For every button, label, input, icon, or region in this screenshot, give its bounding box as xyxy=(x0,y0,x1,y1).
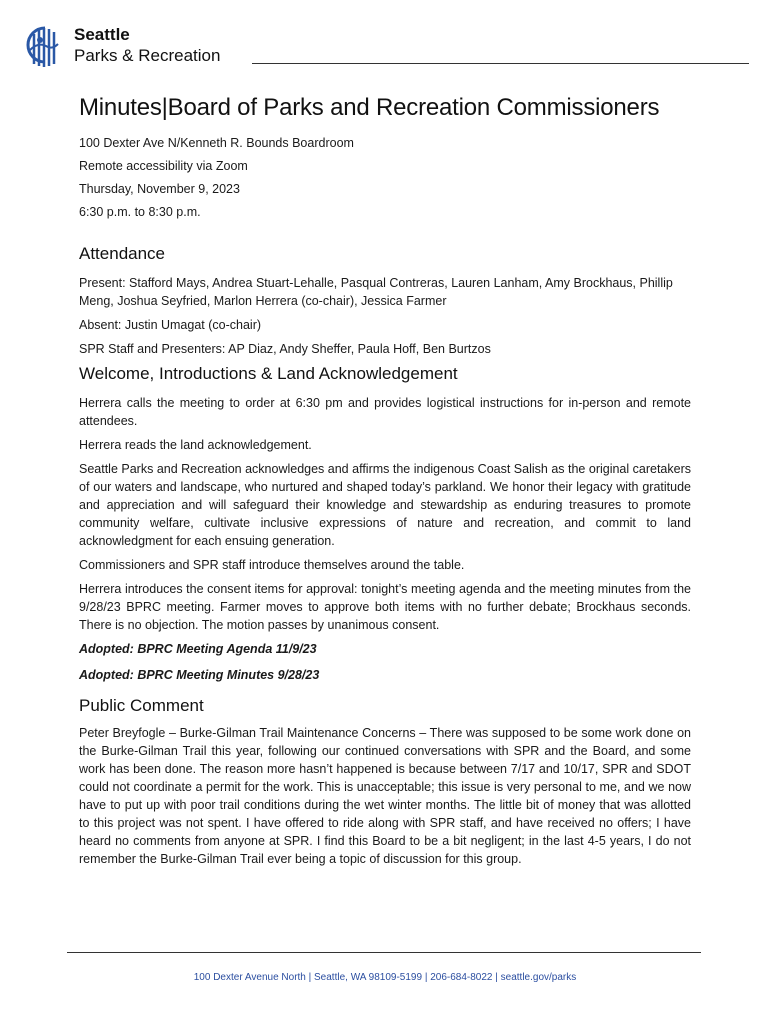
org-department: Parks & Recreation xyxy=(74,46,221,65)
public-comment-paragraph: Peter Breyfogle – Burke-Gilman Trail Maintenance Concerns – There was supposed to be some work done on the Burke-Gilman Trail this year, following our continued conversations with SPR and the Board, and some work has been done. The reason more hasn’t happened is because between 7/17 and 10/17, SPR and SDOT could not coordinate a permit for the work. This is unacceptable; this issue is very personal to me, and we now have to put up with poor trail conditions during the wet winter months. The little bit of money that was allotted to this project was not spent. I have offered to ride along with SPR staff, and have received no offers; I have heard no comments from anyone at SPR. I find this Board to be a bit negligent; in the last 4-5 years, I do not remember the Burke-Gilman Trail ever being a topic of discussion for this group. xyxy=(79,726,691,866)
welcome-paragraph: Commissioners and SPR staff introduce themselves around the table. xyxy=(79,558,465,572)
attendance-present: Present: Stafford Mays, Andrea Stuart-Lehalle, Pasqual Contreras, Lauren Lanham, Amy Brockhaus, Phillip Meng, Joshua Seyfried, Marlon Herrera (co-chair), Jessica Farmer xyxy=(79,276,673,308)
attendance-staff: SPR Staff and Presenters: AP Diaz, Andy Sheffer, Paula Hoff, Ben Burtzos xyxy=(79,342,491,356)
meeting-location: 100 Dexter Ave N/Kenneth R. Bounds Boardroom xyxy=(79,136,354,150)
document-body xyxy=(79,94,691,874)
attendance-section xyxy=(79,274,691,358)
land-acknowledgement: Seattle Parks and Recreation acknowledges and affirms the indigenous Coast Salish as the original caretakers of our waters and landscape, who nurtured and shaped today’s parkland. We honor their legacy with gratitude and appreciation and will safeguard their knowledge and stewardship as enduring treasures to promote community welfare, cultivate inclusive expressions of nature and recreation, and commit to land acknowledgment for each ensuing generation. xyxy=(79,462,691,548)
header-divider xyxy=(252,63,749,64)
public-comment-heading: Public Comment xyxy=(79,696,204,715)
meeting-time: 6:30 p.m. to 8:30 p.m. xyxy=(79,205,201,219)
org-name: Seattle xyxy=(74,25,130,44)
adopted-minutes: Adopted: BPRC Meeting Minutes 9/28/23 xyxy=(79,668,320,682)
meeting-remote: Remote accessibility via Zoom xyxy=(79,159,248,173)
page-title: Minutes|Board of Parks and Recreation Commissioners xyxy=(79,94,660,121)
attendance-heading: Attendance xyxy=(79,244,166,263)
welcome-heading: Welcome, Introductions & Land Acknowledgement xyxy=(79,364,458,383)
attendance-absent: Absent: Justin Umagat (co-chair) xyxy=(79,318,262,332)
letterhead xyxy=(20,20,760,70)
adopted-agenda: Adopted: BPRC Meeting Agenda 11/9/23 xyxy=(79,642,317,656)
welcome-paragraph: Herrera calls the meeting to order at 6:30 pm and provides logistical instructions for in-person and remote attendees. xyxy=(79,396,691,428)
meeting-date: Thursday, November 9, 2023 xyxy=(79,182,240,196)
footer-contact: 100 Dexter Avenue North | Seattle, WA 98109-5199 | 206-684-8022 | seattle.gov/parks xyxy=(193,972,577,983)
seattle-city-seal-icon xyxy=(20,20,70,70)
footer-divider xyxy=(67,952,701,953)
welcome-paragraph: Herrera reads the land acknowledgement. xyxy=(79,438,312,452)
consent-items-paragraph: Herrera introduces the consent items for approval: tonight’s meeting agenda and the meeting minutes from the 9/28/23 BPRC meeting. Farmer moves to approve both items with no further debate; Brockhaus seconds. There is no objection. The motion passes by unanimous consent. xyxy=(79,582,691,632)
